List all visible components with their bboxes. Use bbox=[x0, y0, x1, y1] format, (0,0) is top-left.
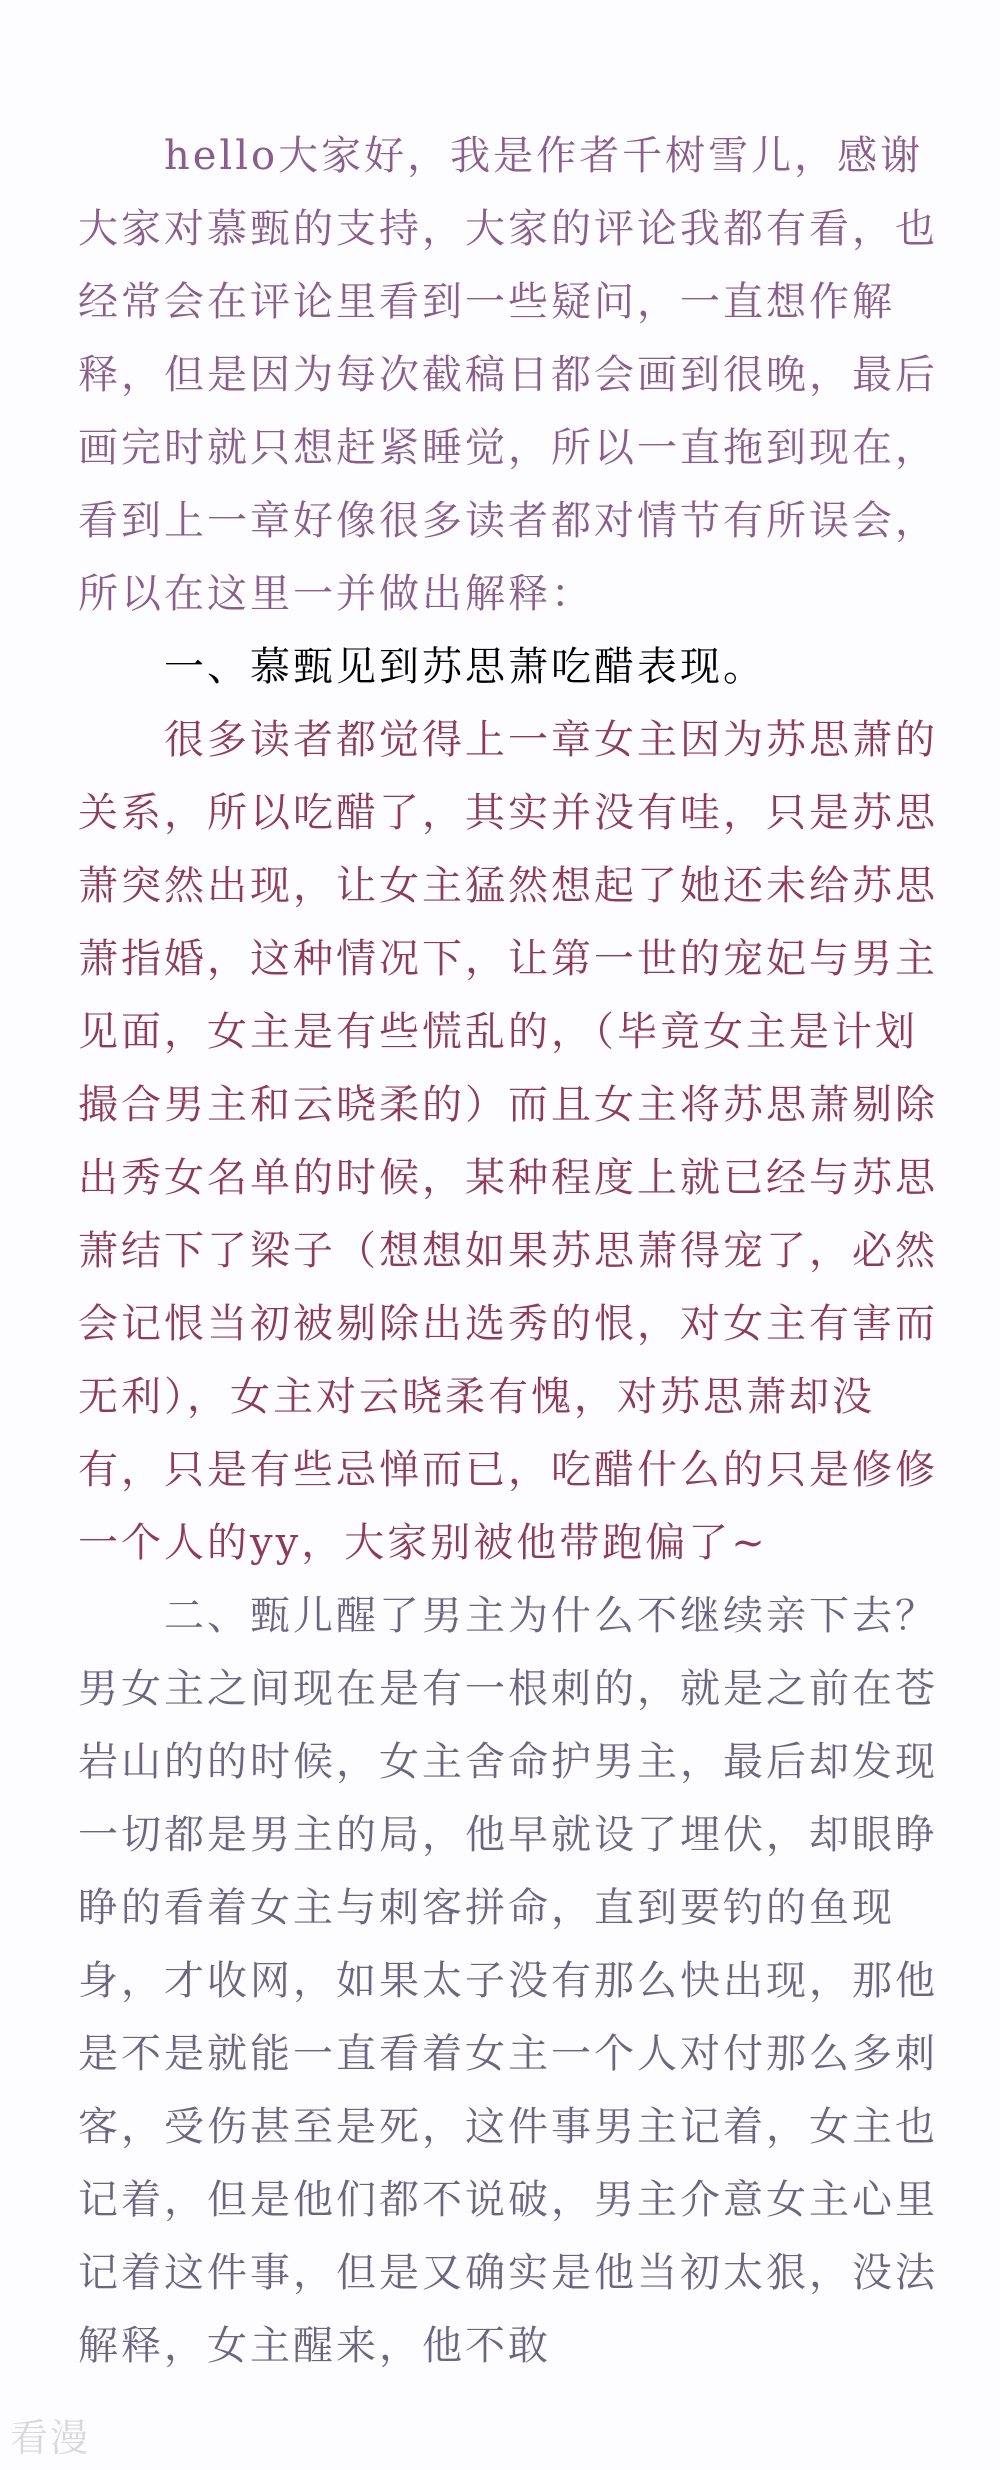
section-one-paragraph: 很多读者都觉得上一章女主因为苏思萧的关系，所以吃醋了，其实并没有哇，只是苏思萧突然出现，让女主猛然想起了她还未给苏思萧指婚，这种情况下，让第一世的宠妃与男主见面，女主是有些慌乱的，（毕竟女主是计划撮合男主和云晓柔的）而且女主将苏思萧剔除出秀女名单的时候，某种程度上就已经与苏思萧结下了梁子（想想如果苏思萧得宠了，必然会记恨当初被剔除出选秀的恨，对女主有害而无利），女主对云晓柔有愧，对苏思萧却没有，只是有些忌惮而已，吃醋什么的只是修修一个人的yy，大家别被他带跑偏了~ bbox=[78, 717, 938, 1566]
section-two-paragraph: 二、甄儿醒了男主为什么不继续亲下去？男女主之间现在是有一根刺的，就是之前在苍岩山的的时候，女主舍命护男主，最后却发现一切都是男主的局，他早就设了埋伏，却眼睁睁的看着女主与刺客拼命，直到要钓的鱼现身，才收网，如果太子没有那么快出现，那他是不是就能一直看着女主一个人对付那么多刺客，受伤甚至是死，这件事男主记着，女主也记着，但是他们都不说破，男主介意女主心里记着这件事，但是又确实是他当初太狠，没法解释，女主醒来，他不敢 bbox=[78, 1593, 938, 2369]
section-one-heading: 一、慕甄见到苏思萧吃醋表现。 bbox=[164, 644, 766, 690]
site-watermark: 看漫 bbox=[10, 2416, 91, 2460]
author-note bbox=[78, 120, 948, 2383]
intro-paragraph: hello大家好，我是作者千树雪儿，感谢大家对慕甄的支持，大家的评论我都有看，也经常会在评论里看到一些疑问，一直想作解释，但是因为每次截稿日都会画到很晚，最后画完时就只想赶紧睡觉，所以一直拖到现在，看到上一章好像很多读者都对情节有所误会，所以在这里一并做出解释： bbox=[78, 133, 938, 617]
